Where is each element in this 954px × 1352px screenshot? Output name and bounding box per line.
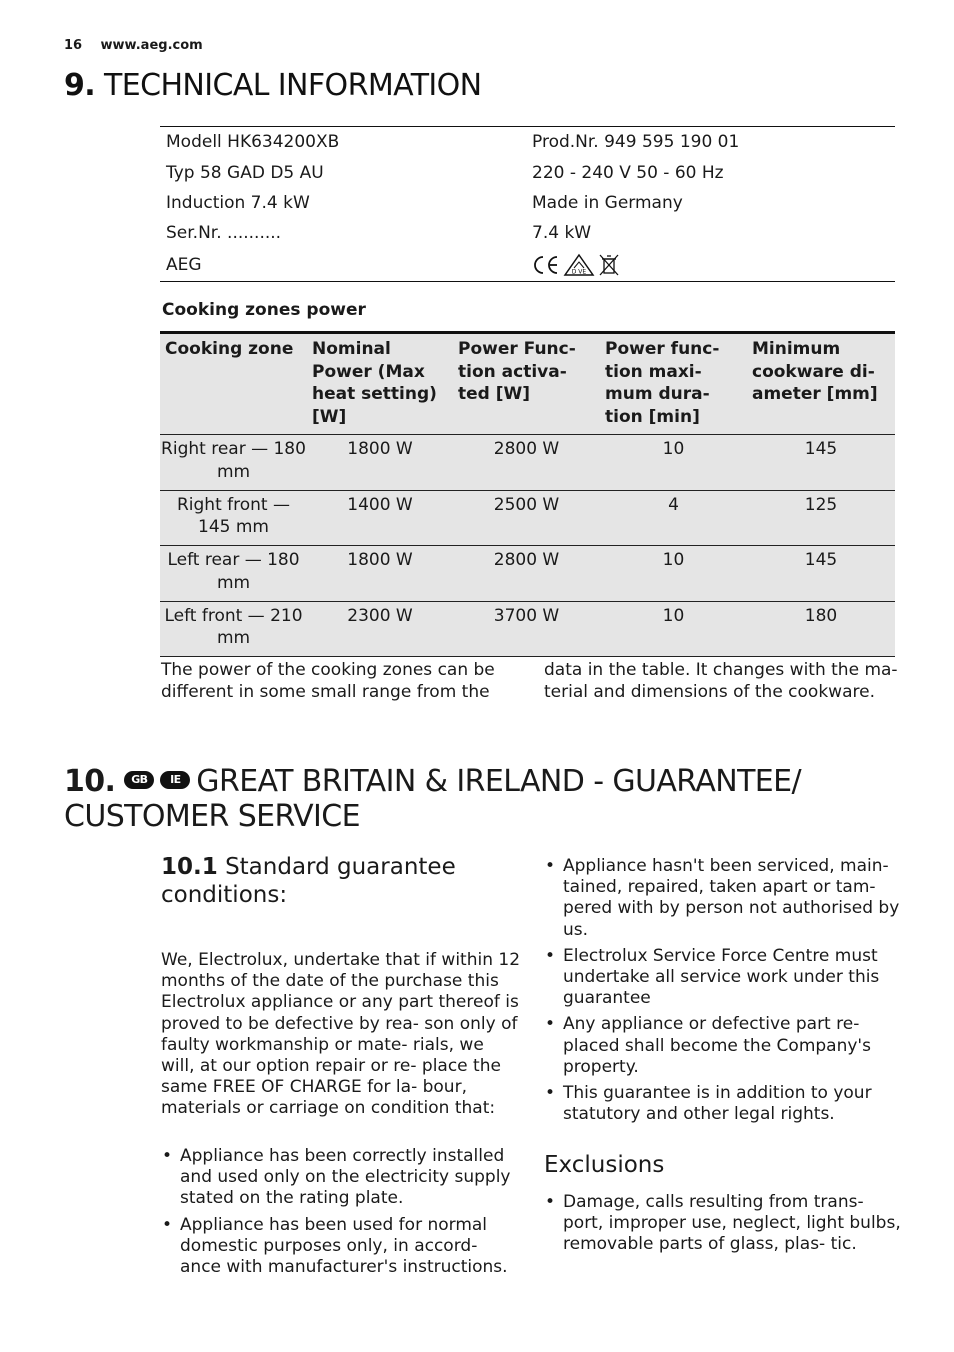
list-item: • This guarantee is in addition to your statutory and other legal rights. xyxy=(544,1083,904,1125)
conditions-list-left xyxy=(161,1146,521,1283)
nominal-power-cell: 1800 W xyxy=(347,439,413,459)
section-9-number: 9. xyxy=(64,68,96,103)
column-header: Cooking zone xyxy=(165,339,294,359)
weee-bin-icon xyxy=(598,253,620,277)
rating-right: Made in Germany xyxy=(532,192,683,213)
max-duration-cell: 10 xyxy=(662,550,685,570)
rating-left: Induction 7.4 kW xyxy=(166,192,310,213)
table-row xyxy=(160,546,895,602)
page-number: 16 xyxy=(64,38,83,53)
power-function-cell: 2500 W xyxy=(493,494,560,515)
table-row xyxy=(160,601,895,657)
rating-left: Modell HK634200XB xyxy=(166,132,340,153)
rating-row xyxy=(160,157,895,187)
rating-plate xyxy=(160,126,895,282)
subsection-number: 10.1 xyxy=(161,854,218,880)
max-duration-cell: 4 xyxy=(668,494,679,515)
subsection-title: Standard guarantee conditions: xyxy=(161,854,456,908)
list-item: • Electrolux Service Force Centre must undertake all service work under this guarantee xyxy=(544,946,904,1010)
rating-right: 220 - 240 V 50 - 60 Hz xyxy=(532,162,724,183)
table-header-row xyxy=(160,333,895,435)
cooking-zones-table xyxy=(160,331,895,657)
min-diameter-cell: 145 xyxy=(804,550,838,570)
conditions-list-right xyxy=(544,856,904,1130)
rating-row xyxy=(160,188,895,218)
list-item: • Appliance has been used for normal domestic purposes only, in accord- ance with manufacturer's instructions. xyxy=(161,1215,521,1279)
zone-cell: Right front — 145 mm xyxy=(176,494,290,537)
max-duration-cell: 10 xyxy=(662,439,685,459)
ce-mark-icon xyxy=(532,254,560,276)
table-note-left: The power of the cooking zones can be different in some small range from the xyxy=(161,660,495,702)
list-item: • Appliance has been correctly installed and used only on the electricity supply stated on the rating plate. xyxy=(161,1146,521,1210)
column-header: Power func- tion maxi- mum dura- tion [min] xyxy=(605,339,720,427)
list-item: • Damage, calls resulting from trans- port, improper use, neglect, light bulbs, removable parts of glass, plas- tic. xyxy=(544,1192,904,1256)
rating-left: Ser.Nr. .......... xyxy=(166,223,282,244)
page-header xyxy=(64,38,203,53)
power-function-cell: 3700 W xyxy=(493,605,560,626)
ie-badge: IE xyxy=(160,771,190,789)
min-diameter-cell: 180 xyxy=(804,605,838,626)
list-item: • Appliance hasn't been serviced, main- tained, repaired, taken apart or tam- pered with by person not authorised by us. xyxy=(544,856,904,941)
certification-marks xyxy=(527,253,620,277)
zone-cell: Left front — 210 mm xyxy=(164,605,303,648)
table-row xyxy=(160,490,895,546)
section-10-number: 10. xyxy=(64,764,116,799)
rating-right: Prod.Nr. 949 595 190 01 xyxy=(532,132,740,153)
vde-mark-icon xyxy=(563,253,595,277)
min-diameter-cell: 125 xyxy=(804,494,838,515)
exclusions-list xyxy=(544,1192,904,1261)
cooking-zones-heading: Cooking zones power xyxy=(162,300,366,320)
table-row xyxy=(160,435,895,491)
section-9-title: TECHNICAL INFORMATION xyxy=(104,68,482,103)
zone-cell: Right rear — 180 mm xyxy=(161,439,306,482)
column-header: Minimum cookware di- ameter [mm] xyxy=(752,339,878,404)
zone-cell: Left rear — 180 mm xyxy=(167,550,300,593)
nominal-power-cell: 1400 W xyxy=(347,494,413,515)
section-10-title: GREAT BRITAIN & IRELAND - GUARANTEE/ CUSTOMER SERVICE xyxy=(64,764,802,834)
rating-right: 7.4 kW xyxy=(532,223,592,244)
rating-left: Typ 58 GAD D5 AU xyxy=(166,162,324,183)
rating-left: AEG xyxy=(166,254,202,275)
section-10-heading xyxy=(64,764,924,834)
guarantee-heading xyxy=(161,853,501,909)
guarantee-intro: We, Electrolux, undertake that if within 12 months of the date of the purchase this Electrolux appliance or any part thereof is proved to be defective by rea- son only of faulty workmanship or mate- rials, we will, at our option repair or re- place the same FREE OF CHARGE for la- bour, materials or carriage on condition that: xyxy=(161,950,521,1119)
exclusions-heading: Exclusions xyxy=(544,1152,665,1178)
svg-text:D VE: D VE xyxy=(571,268,587,276)
list-item: • Any appliance or defective part re- placed shall become the Company's property. xyxy=(544,1014,904,1078)
nominal-power-cell: 2300 W xyxy=(347,605,413,626)
column-header: Nominal Power (Max heat setting) [W] xyxy=(312,339,437,427)
table-note-right: data in the table. It changes with the ma- terial and dimensions of the cookware. xyxy=(544,660,898,702)
website-url: www.aeg.com xyxy=(100,38,203,53)
column-header: Power Func- tion activa- ted [W] xyxy=(458,339,576,404)
section-9-heading xyxy=(64,66,482,106)
power-function-cell: 2800 W xyxy=(493,439,560,459)
power-function-cell: 2800 W xyxy=(493,550,560,570)
min-diameter-cell: 145 xyxy=(804,439,838,459)
rating-row xyxy=(160,127,895,157)
rating-row xyxy=(160,249,895,281)
nominal-power-cell: 1800 W xyxy=(347,550,413,570)
gb-badge: GB xyxy=(124,771,154,789)
rating-row xyxy=(160,218,895,248)
max-duration-cell: 10 xyxy=(662,605,685,626)
